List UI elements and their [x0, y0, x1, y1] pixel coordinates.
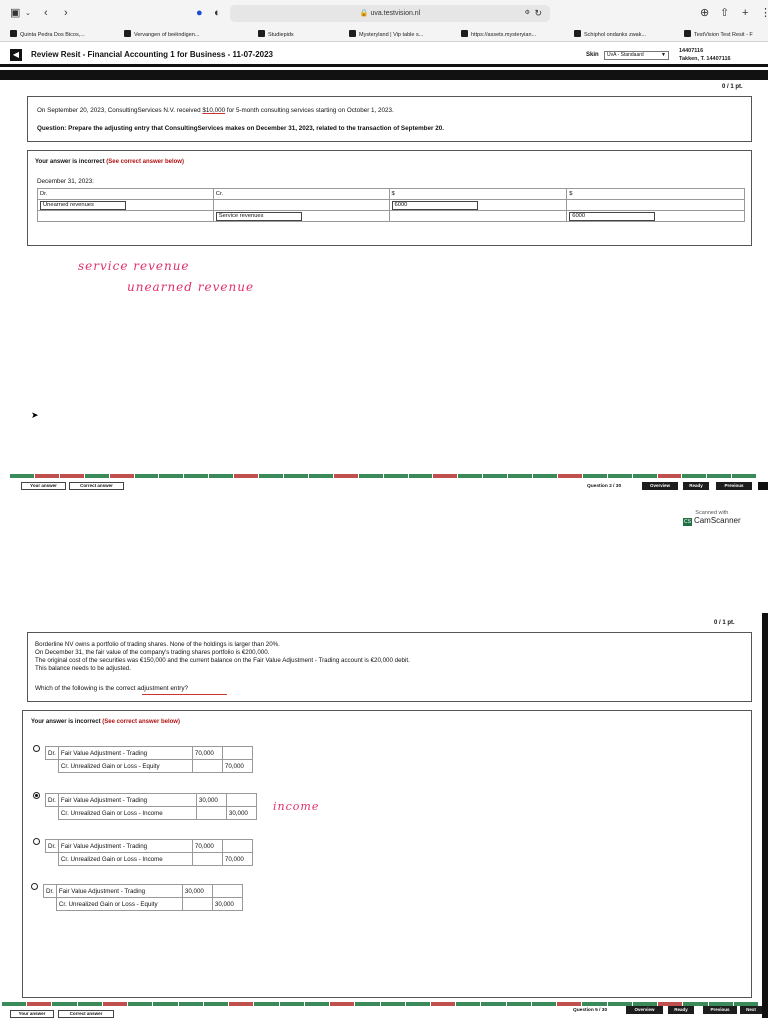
bookmark-item[interactable]: TestVision Test Resit - F: [684, 30, 753, 40]
bookmarks-bar: [0, 28, 768, 42]
option-radio[interactable]: [33, 838, 40, 845]
progress-segment[interactable]: [135, 474, 159, 478]
dr-amount: 30,000: [182, 885, 212, 898]
progress-segment[interactable]: [305, 1002, 329, 1006]
table-row: [38, 200, 745, 211]
new-tab-icon[interactable]: +: [742, 7, 749, 19]
progress-segment[interactable]: [456, 1002, 480, 1006]
scrollbar-edge: [762, 613, 768, 1018]
cr-amount-field[interactable]: 6000: [569, 212, 655, 221]
chevron-down-icon[interactable]: ⌄: [25, 10, 31, 17]
dr-amount: 70,000: [192, 747, 222, 760]
progress-segment[interactable]: [582, 1002, 606, 1006]
question-box: [27, 96, 752, 142]
bookmark-item[interactable]: Studiepids: [258, 30, 294, 40]
address-bar[interactable]: 🔒 uva.testvision.nl ⚙ ↻: [230, 5, 550, 22]
progress-segment[interactable]: [110, 474, 134, 478]
browser-toolbar: [0, 0, 771, 28]
bookmark-item[interactable]: https://assets.mysteryian...: [461, 30, 536, 40]
progress-segment[interactable]: [507, 1002, 531, 1006]
progress-segment[interactable]: [384, 474, 408, 478]
header-divider: [0, 70, 768, 80]
next-button[interactable]: Next: [740, 1006, 762, 1014]
handwritten-note: income: [273, 800, 320, 813]
progress-segment[interactable]: [533, 474, 557, 478]
progress-segment[interactable]: [35, 474, 59, 478]
sidebar-toggle-icon[interactable]: ▣: [10, 7, 21, 19]
progress-segment[interactable]: [409, 474, 433, 478]
progress-segment[interactable]: [10, 474, 34, 478]
progress-bar: [10, 474, 756, 478]
dr-account: Fair Value Adjustment - Trading: [56, 885, 182, 898]
progress-segment[interactable]: [27, 1002, 51, 1006]
points-label: 0 / 1 pt.: [722, 84, 743, 90]
page-title: Review Resit - Financial Accounting 1 for Business - 11-07-2023: [31, 50, 274, 59]
dollar-header: $: [567, 189, 745, 200]
option-entry: Dr. Fair Value Adjustment - Trading 70,000 Cr. Unrealized Gain or Loss - Income 70,000: [45, 839, 253, 866]
progress-segment[interactable]: [52, 1002, 76, 1006]
progress-segment[interactable]: [229, 1002, 253, 1006]
progress-segment[interactable]: [259, 474, 283, 478]
handwritten-note: unearned revenue: [127, 280, 255, 294]
option-radio-selected[interactable]: [33, 792, 40, 799]
progress-segment[interactable]: [254, 1002, 278, 1006]
correct-answer-tab[interactable]: Correct answer: [58, 1010, 114, 1018]
progress-segment[interactable]: [78, 1002, 102, 1006]
feedback-title: Your answer is incorrect (See correct answer below): [35, 159, 184, 165]
progress-segment[interactable]: [359, 474, 383, 478]
next-button-edge[interactable]: [758, 482, 768, 490]
progress-segment[interactable]: [633, 474, 657, 478]
correct-answer-tab[interactable]: Correct answer: [69, 482, 124, 490]
progress-segment[interactable]: [2, 1002, 26, 1006]
progress-segment[interactable]: [128, 1002, 152, 1006]
progress-segment[interactable]: [557, 1002, 581, 1006]
lock-icon: 🔒: [359, 10, 369, 17]
points-label: 0 / 1 pt.: [714, 620, 735, 626]
bookmark-item[interactable]: Quinta Pedra Dos Bicos,...: [10, 30, 85, 40]
bookmark-item[interactable]: Schiphol ondanks zwak...: [574, 30, 646, 40]
bookmark-item[interactable]: Mysteryland | Vip table s...: [349, 30, 423, 40]
progress-segment[interactable]: [732, 474, 756, 478]
progress-segment[interactable]: [204, 1002, 228, 1006]
skin-select[interactable]: UvA - Standaard ▼: [604, 51, 669, 60]
feedback-title: Your answer is incorrect (See correct answer below): [31, 719, 180, 725]
dr-label: Dr.: [46, 747, 59, 760]
progress-segment[interactable]: [209, 474, 233, 478]
progress-segment[interactable]: [355, 1002, 379, 1006]
table-header-row: [38, 189, 745, 200]
option-entry: Dr. Fair Value Adjustment - Trading 30,000 Cr. Unrealized Gain or Loss - Equity 30,000: [43, 884, 243, 911]
progress-segment[interactable]: [458, 474, 482, 478]
bookmark-icon: [349, 30, 356, 37]
overview-button[interactable]: Overview: [642, 482, 678, 490]
forward-arrow-icon[interactable]: ›: [64, 7, 68, 19]
bookmark-item[interactable]: Vervangen of beëindigen...: [124, 30, 199, 40]
answer-box: [27, 150, 752, 246]
student-info: 14407116 Takken, T. 14407116: [679, 48, 731, 62]
chevron-down-icon: ▼: [661, 52, 666, 58]
progress-segment[interactable]: [682, 474, 706, 478]
progress-segment[interactable]: [431, 1002, 455, 1006]
camscanner-logo: CS: [684, 519, 691, 525]
progress-segment[interactable]: [483, 474, 507, 478]
bookmark-icon: [461, 30, 468, 37]
overview-button[interactable]: Overview: [626, 1006, 663, 1014]
journal-table: [37, 188, 745, 222]
table-row: [38, 211, 745, 222]
dr-account: Fair Value Adjustment - Trading: [58, 840, 192, 853]
refresh-icon[interactable]: ↻: [534, 8, 542, 18]
progress-segment[interactable]: [330, 1002, 354, 1006]
dr-label: Dr.: [44, 885, 57, 898]
previous-button[interactable]: Previous: [703, 1006, 737, 1014]
dollar-header: $: [389, 189, 567, 200]
progress-segment[interactable]: [234, 474, 258, 478]
cr-amount: 70,000: [222, 853, 252, 866]
date-label: December 31, 2023:: [37, 178, 95, 185]
question-text: Borderline NV owns a portfolio of trading shares. None of the holdings is larger than 20%. On December 31, the fair value of the company's trading shares portfolio is €200,000. The original cost of the securities was €150,000 and the current balance on the Fair Value Adjustment - Trading account is €20,000 debit. This balance needs to be adjusted.: [35, 641, 410, 672]
app-header: [0, 43, 768, 67]
bookmark-icon: [574, 30, 581, 37]
progress-segment[interactable]: [481, 1002, 505, 1006]
option-entry: Dr. Fair Value Adjustment - Trading 30,000 Cr. Unrealized Gain or Loss - Income 30,000: [45, 793, 257, 820]
more-icon[interactable]: ⋮: [760, 7, 771, 19]
bookmark-icon: [10, 30, 17, 37]
bookmark-icon: [258, 30, 265, 37]
share-icon[interactable]: ⇧: [720, 7, 730, 19]
option-radio[interactable]: [31, 883, 38, 890]
progress-segment[interactable]: [583, 474, 607, 478]
question-text: On September 20, 2023, ConsultingServices N.V. received $10,000 for 5-month consulting services starting on October 1, 2023.: [37, 107, 394, 114]
progress-segment[interactable]: [381, 1002, 405, 1006]
ready-button[interactable]: Ready: [668, 1006, 694, 1014]
progress-segment[interactable]: [284, 474, 308, 478]
progress-segment[interactable]: [184, 474, 208, 478]
question-prompt: Which of the following is the correct adjustment entry?: [35, 685, 189, 692]
option-entry: Dr. Fair Value Adjustment - Trading 70,000 Cr. Unrealized Gain or Loss - Equity 70,000: [45, 746, 253, 773]
your-answer-tab[interactable]: Your answer: [10, 1010, 54, 1018]
progress-segment[interactable]: [406, 1002, 430, 1006]
bookmark-icon: [124, 30, 131, 37]
back-arrow-icon[interactable]: ‹: [44, 7, 48, 19]
previous-button[interactable]: Previous: [716, 482, 752, 490]
progress-segment[interactable]: [658, 474, 682, 478]
skin-label: Skin: [586, 52, 599, 58]
question-counter: Question 2 / 30: [587, 484, 622, 489]
question-prompt: Question: Prepare the adjusting entry that ConsultingServices makes on December 31, 2023, related to the transaction of September 20.: [37, 125, 444, 132]
progress-segment[interactable]: [433, 474, 457, 478]
camscanner-watermark: Scanned with CS CamScanner: [684, 510, 741, 525]
cr-amount: 30,000: [212, 898, 242, 911]
progress-segment[interactable]: [532, 1002, 556, 1006]
extension-icon[interactable]: ⚙: [524, 10, 530, 16]
half-circle-icon[interactable]: ◐: [214, 7, 221, 19]
progress-segment[interactable]: [153, 1002, 177, 1006]
cr-amount: 70,000: [222, 760, 252, 773]
download-icon[interactable]: ⊕: [700, 7, 710, 19]
option-radio[interactable]: [33, 745, 40, 752]
progress-segment[interactable]: [85, 474, 109, 478]
dr-header: Dr.: [38, 189, 214, 200]
your-answer-tab[interactable]: Your answer: [21, 482, 66, 490]
progress-segment[interactable]: [558, 474, 582, 478]
progress-segment[interactable]: [508, 474, 532, 478]
progress-segment[interactable]: [159, 474, 183, 478]
dr-amount: 70,000: [192, 840, 222, 853]
dr-account-field[interactable]: Unearned revenues: [40, 201, 126, 210]
question-box: [27, 632, 752, 702]
dr-account: Fair Value Adjustment - Trading: [58, 794, 196, 807]
privacy-shield-icon[interactable]: ●: [196, 7, 203, 19]
dr-label: Dr.: [46, 840, 59, 853]
progress-segment[interactable]: [60, 474, 84, 478]
progress-segment[interactable]: [103, 1002, 127, 1006]
handwritten-underline: [142, 694, 227, 695]
progress-segment[interactable]: [179, 1002, 203, 1006]
dr-amount-field[interactable]: 6000: [392, 201, 478, 210]
progress-segment[interactable]: [280, 1002, 304, 1006]
progress-segment[interactable]: [608, 474, 632, 478]
cr-account-field[interactable]: Service revenues: [216, 212, 302, 221]
handwritten-note: service revenue: [78, 259, 190, 273]
mouse-cursor-icon: ➤: [31, 410, 39, 420]
progress-segment[interactable]: [707, 474, 731, 478]
ready-button[interactable]: Ready: [683, 482, 709, 490]
cr-amount: 30,000: [226, 807, 256, 820]
bookmark-icon: [684, 30, 691, 37]
progress-segment[interactable]: [334, 474, 358, 478]
back-button[interactable]: ◀: [10, 49, 22, 61]
dr-label: Dr.: [46, 794, 59, 807]
progress-segment[interactable]: [309, 474, 333, 478]
cr-header: Cr.: [213, 189, 389, 200]
dr-account: Fair Value Adjustment - Trading: [58, 747, 192, 760]
question-counter: Question 5 / 30: [573, 1008, 608, 1013]
dr-amount: 30,000: [196, 794, 226, 807]
